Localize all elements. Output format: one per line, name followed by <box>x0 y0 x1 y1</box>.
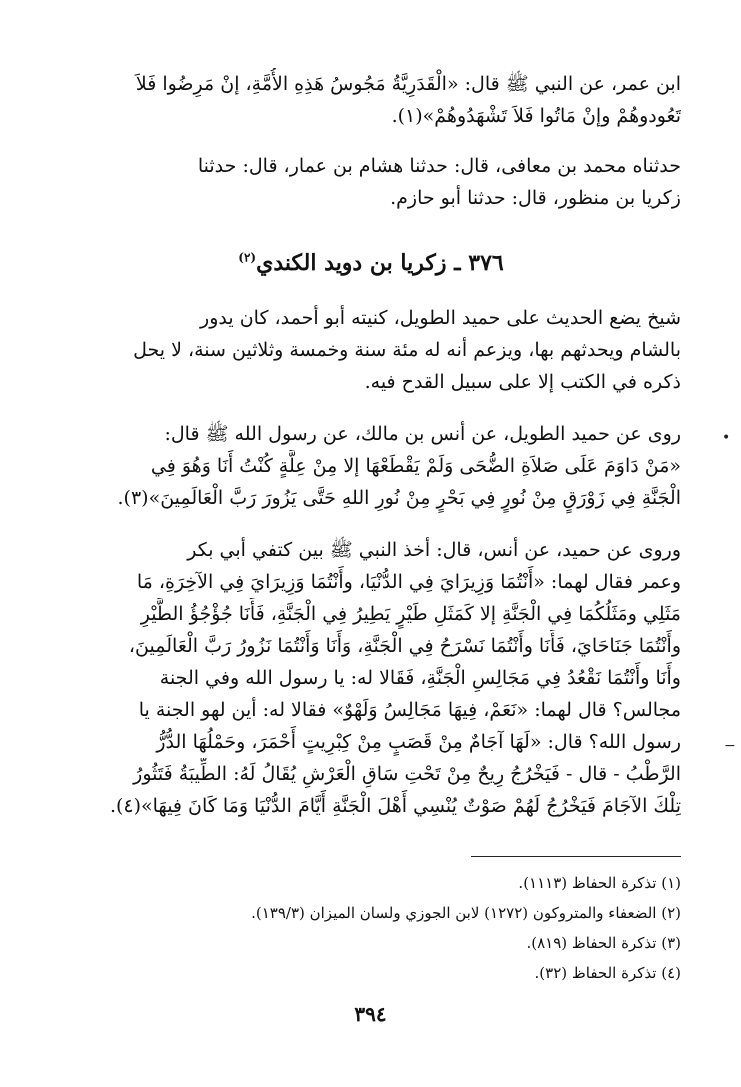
text-line: شيخ يضع الحديث على حميد الطويل، كنيته أبو أحمد، كان يدور <box>200 307 681 329</box>
footnote-divider <box>471 856 681 857</box>
footnote-2: (٢) الضعفاء والمتروكون (١٢٧٢) لابن الجوزي ولسان الميزان (١٣٩/٣). <box>251 904 681 922</box>
margin-dot-mark: • <box>722 430 731 446</box>
footnotes <box>61 868 681 988</box>
paragraph <box>61 418 681 514</box>
text-line: مَثَلِي ومَثَلُكُمَا فِي الْجَنَّةِ إلا كَمَثَلِ طَيْرٍ يَطِيرُ فِي الْجَنَّةِ، فَأَنَا جُؤْجُؤُ الطَّيْرِ <box>140 603 681 625</box>
paragraph <box>61 302 681 398</box>
text-line: زكريا بن منظور، قال: حدثنا أبو حازم. <box>390 187 681 209</box>
heading-footnote-ref: (٢) <box>238 250 257 265</box>
text-line: روى عن حميد الطويل، عن أنس بن مالك، عن رسول الله ﷺ قال: <box>164 423 681 445</box>
text-line: حدثناه محمد بن معافى، قال: حدثنا هشام بن عمار، قال: حدثنا <box>197 155 681 177</box>
text-line: تَعُودوهُمْ وإنْ مَاتُوا فَلاَ تَشْهَدُوهُمْ»(١). <box>391 105 681 127</box>
text-line: وأَنَا وأَنْتُمَا نَقْعُدُ فِي مَجَالِسِ الْجَنَّةِ، فَقَالا له: يا رسول الله وفي الجنة <box>159 667 681 689</box>
page-number: ٣٩٤ <box>354 1002 387 1026</box>
footnote-3: (٣) تذكرة الحفاظ (٨١٩). <box>526 934 681 952</box>
paragraph <box>61 534 681 822</box>
heading-text: ٣٧٦ ـ زكريا بن دويد الكندي <box>256 250 504 276</box>
text-line: وروى عن حميد، عن أنس، قال: أخذ النبي ﷺ بين كتفي أبي بكر <box>187 539 681 561</box>
margin-dash-mark: − <box>724 738 736 754</box>
text-line: وعمر فقال لهما: «أَنْتُمَا وَزِيرَايَ فِي الدُّنْيَا، وأَنْتُمَا وَزِيرَايَ فِي الآخِرَةِ، مَا <box>136 571 681 593</box>
entry-heading <box>61 250 681 276</box>
footnote-1: (١) تذكرة الحفاظ (١١١٣). <box>518 874 681 892</box>
text-line: الْجَنَّةِ فِي زَوْرَقٍ مِنْ نُورٍ فِي بَحْرٍ مِنْ نُورِ اللهِ حَتَّى يَزُورَ رَبَّ الْعَالَمِينَ»(٣). <box>117 487 681 509</box>
text-line: وأَنْتُمَا جَنَاحَايَ، فَأَنَا وأَنْتُمَا نَسْرَحُ فِي الْجَنَّةِ، وَأَنَا وَأَنْتُمَا نَزُورُ رَبَّ الْعَالَمِينَ، <box>128 635 681 657</box>
text-line: رسول الله؟ قال: «لَهَا آجَامٌ مِنْ قَصَبٍ مِنْ كِبْرِيتٍ أَحْمَرَ، وحَمْلُهَا الدُّرُّ <box>156 731 681 753</box>
text-line: الرَّطْبُ - قال - فَيَخْرُجُ رِيحٌ مِنْ تَحْتِ سَاقِ الْعَرْشِ يُقَالُ لَهُ: الطِّيبَةُ فَتَثُورُ <box>133 763 681 785</box>
text-line: تِلْكَ الآجَامَ فَيَخْرُجُ لَهُمْ صَوْتٌ يُنْسِي أَهْلَ الْجَنَّةِ أَيَّامَ الدُّنْيَا وَمَا كَانَ فِيهَا»(٤). <box>109 795 681 817</box>
paragraph <box>61 150 681 214</box>
paragraph <box>61 68 681 132</box>
text-line: «مَنْ دَاوَمَ عَلَى صَلاَةِ الضُّحَى وَلَمْ يَقْطَعْهَا إلا مِنْ عِلَّةٍ كُنْتُ أَنَا وَهُوَ فِي <box>150 455 681 477</box>
text-line: بالشام ويحدثهم بها، ويزعم أنه له مئة سنة وخمسة وثلاثين سنة، لا يحل <box>133 339 681 361</box>
text-line: ذكره في الكتب إلا على سبيل القدح فيه. <box>364 371 681 393</box>
text-line: ابن عمر، عن النبي ﷺ قال: «الْقَدَرِيَّةُ مَجُوسُ هَذِهِ الأُمَّةِ، إنْ مَرِضُوا فَلاَ <box>135 73 681 95</box>
footnote-4: (٤) تذكرة الحفاظ (٣٢). <box>534 964 681 982</box>
text-line: مجالس؟ قال لهما: «نَعَمْ، فِيهَا مَجَالِسُ وَلَهْوٌ» فقالا له: أين لهو الجنة يا <box>138 699 681 721</box>
